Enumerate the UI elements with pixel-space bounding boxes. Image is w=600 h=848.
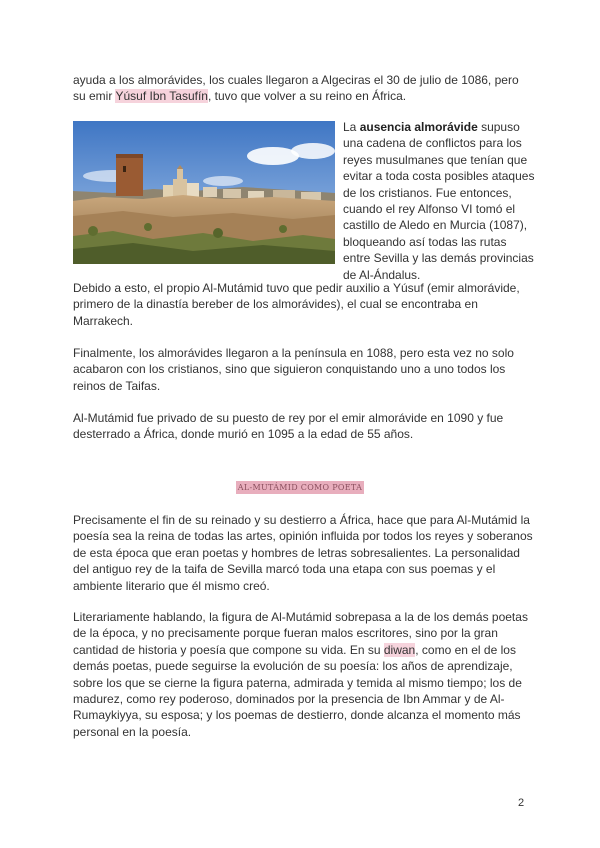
- bold-term-ausencia-almoravide: ausencia almorávide: [359, 120, 478, 134]
- paragraph-intro: [73, 72, 533, 105]
- paragraph-literariamente: [73, 609, 533, 740]
- aledo-castle-photo: [73, 121, 335, 264]
- paragraph-literariamente-text-end: , como en el de los demás poetas, puede seguirse la evolución de su poesía: los años de aprendizaje, sobre los que se cierne la figura paterna, admirada y temida al mismo tiempo; los de madurez, como rey poderoso, dominados por la presencia de Ibn Ammar y de Al-Rumaykiyya, su esposa; y los poemas de destierro, donde alcanza el momento más personal en la poesía.: [73, 642, 522, 739]
- paragraph-ausencia-pre: La: [343, 120, 360, 134]
- paragraph-finalmente: Finalmente, los almorávides llegaron a la península en 1088, pero esta vez no solo acabaron con los cristianos, sino que siguieron conquistando uno a uno todos los reinos de Taifas.: [73, 346, 514, 393]
- paragraph-debido: Debido a esto, el propio Al-Mutámid tuvo que pedir auxilio a Yúsuf (emir almorávide, primero de la dinastía bereber de los almorávides), el cual se encontraba en Marrakech.: [73, 281, 520, 328]
- page-number: 2: [518, 797, 525, 809]
- paragraph-ausencia: [343, 119, 535, 283]
- paragraph-precisamente: Precisamente el fin de su reinado y su destierro a África, hace que para Al-Mutámid la poesía sea la reina de todas las artes, opinión influida por todos los reyes y soberanos de esta época que eran poetas y hombres de letras sobresalientes. La personalidad del antiguo rey de la taifa de Sevilla marcó toda una etapa con sus poemas y el ambiente literario que él mismo creó.: [73, 513, 533, 593]
- paragraph-intro-text: ayuda a los almorávides, los cuales llegaron a Algeciras el 30 de julio de 1086, pero su emir: [73, 73, 519, 104]
- section-heading: [0, 477, 600, 495]
- highlighted-term-yusuf[interactable]: Yúsuf Ibn Tasufín: [115, 89, 208, 104]
- section-heading-label: AL-MUTÁMID COMO POETA: [237, 483, 363, 492]
- paragraph-literariamente-text: Literariamente hablando, la figura de Al-Mutámid sobrepasa a la de los demás poetas de la época, y no precisamente porque fueran malos escritores, sino por la gran cantidad de historia y poesía que compone su vida. En su: [73, 610, 528, 657]
- highlighted-term-diwan[interactable]: diwan: [383, 642, 416, 657]
- paragraph-intro-text-end: , tuvo que volver a su reino en África.: [207, 89, 407, 104]
- paragraph-privado: Al-Mutámid fue privado de su puesto de rey por el emir almorávide en 1090 y fue desterrado a África, donde murió en 1095 a la edad de 55 años.: [73, 411, 504, 442]
- paragraph-ausencia-text: supuso una cadena de conflictos para los reyes musulmanes que tenían que evitar a toda costa posibles ataques de los cristianos. Fue entonces, cuando el rey Alfonso VI tomó el castillo de Aledo en Murcia (1087), bloqueando así todas las rutas entre Sevilla y las demás provincias de Al-Ándalus.: [343, 120, 535, 282]
